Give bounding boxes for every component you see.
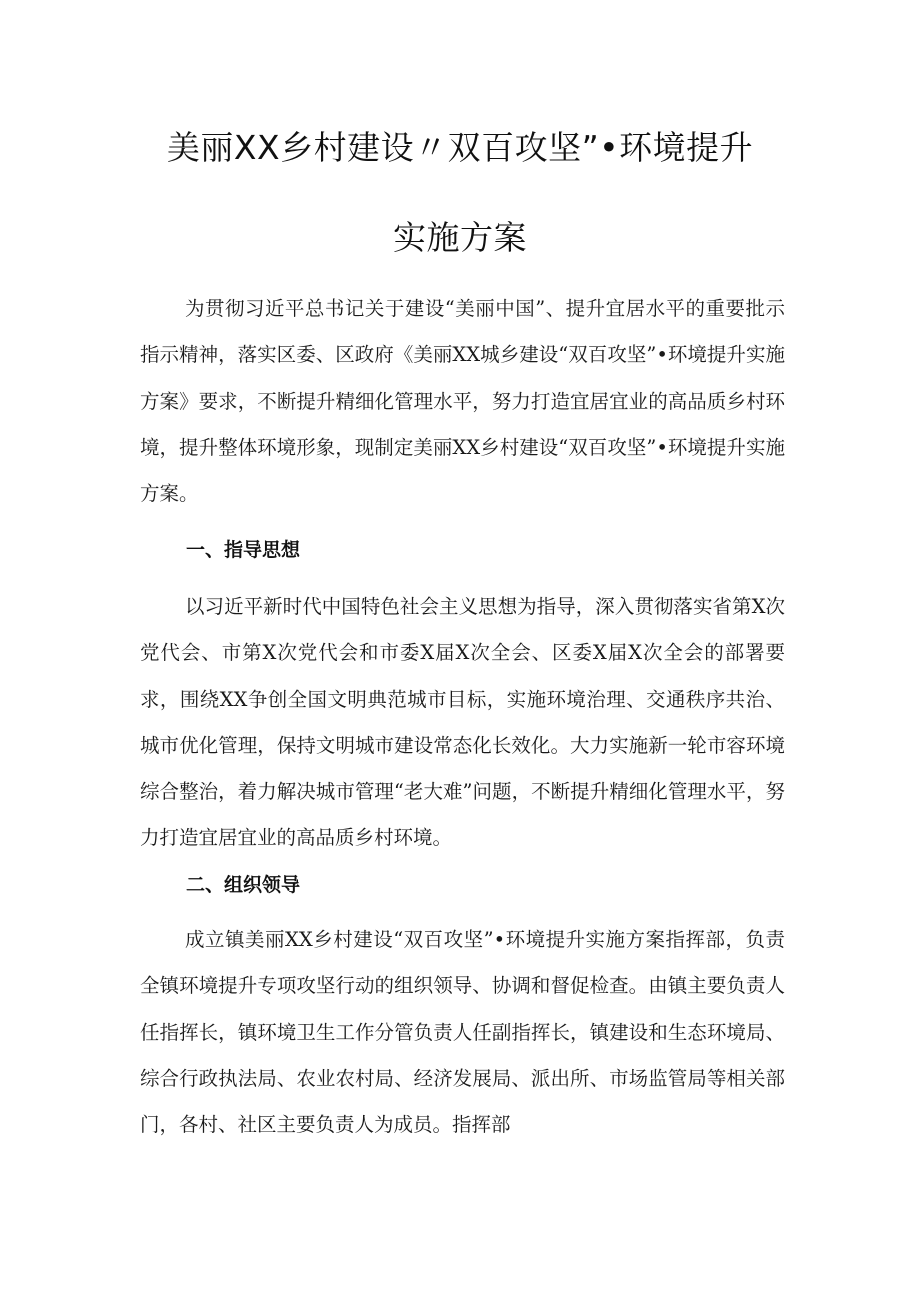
section-body-organization: 成立镇美丽XX乡村建设“双百攻坚”•环境提升实施方案指挥部，负责全镇环境提升专项攻坚行动的组织领导、协调和督促检查。由镇主要负责人任指挥长，镇环境卫生工作分管负责人任副指挥长，镇建设和生态环境局、综合行政执法局、农业农村局、经济发展局、派出所、市场监管局等相关部门，各村、社区主要负责人为成员。指挥部 (140, 928, 785, 1137)
section-heading-guiding-ideology: 一、指导思想 (186, 539, 301, 561)
intro-paragraph: 为贯彻习近平总书记关于建设“美丽中国”、提升宜居水平的重要批示指示精神，落实区委、区政府《美丽XX城乡建设“双百攻坚”•环境提升实施方案》要求，不断提升精细化管理水平，努力打造宜居宜业的高品质乡村环境，提升整体环境形象，现制定美丽XX乡村建设“双百攻坚”•环境提升实施方案。 (140, 297, 785, 506)
section-heading-organization: 二、组织领导 (186, 874, 301, 896)
document-title-line-1: 美丽XX乡村建设〃双百攻坚”•环境提升 (166, 128, 754, 167)
document-title-line-2: 实施方案 (393, 218, 527, 257)
section-body-guiding-ideology: 以习近平新时代中国特色社会主义思想为指导，深入贯彻落实省第X次党代会、市第X次党代会和市委X届X次全会、区委X届X次全会的部署要求，围绕XX争创全国文明典范城市目标，实施环境治理、交通秩序共治、城市优化管理，保持文明城市建设常态化长效化。大力实施新一轮市容环境综合整治，着力解决城市管理“老大难”问题，不断提升精细化管理水平，努力打造宜居宜业的高品质乡村环境。 (140, 595, 785, 850)
